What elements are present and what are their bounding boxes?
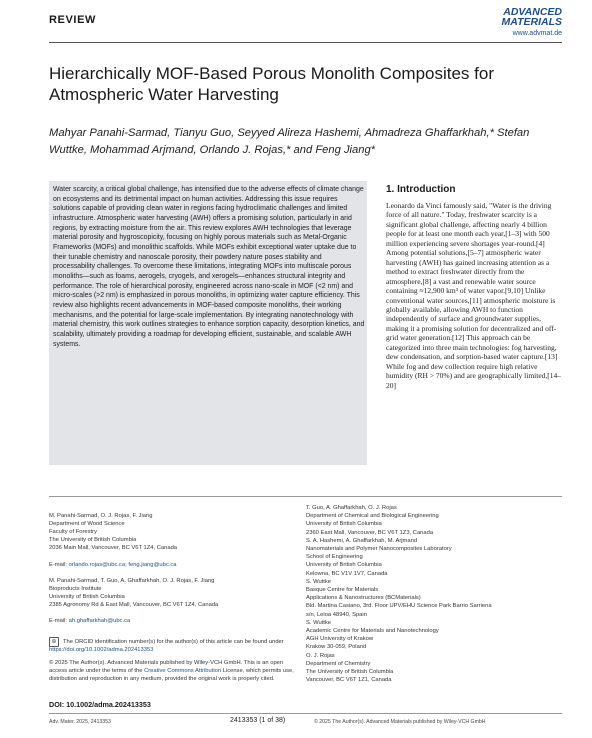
article-title: Hierarchically MOF-Based Porous Monolith Composites for Atmospheric Water Harvesting (49, 64, 494, 104)
abstract-text: Water scarcity, a critical global challenge, has intensified due to the adverse effects of climate change on ecosystems and its detrimental impact on human activities. Addressing this issue requires solutions capable of providing clean water in regions facing hydroclimatic challenges and limited infrastructure. Atmospheric water harvesting (AWH) offers a promising solution, particularly in arid regions, by extracting moisture from the air. This review explores AWH technologies that leverage material porosity and hygroscopicity, focusing on highly porous materials such as Metal-Organic Frameworks (MOFs) and monolithic scaffolds. While MOFs exhibit exceptional water uptake due to their tunable chemistry and nanoscale porosity, their powdery nature poses stability and processability challenges. To overcome these limitations, integrating MOFs into multiscale porous monoliths—such as foams, aerogels, cryogels, and xerogels—enhances structural integrity and performance. The role of hierarchical porosity, engineered across nano-scale in MOF (<2 nm) and micro-scales (>2 nm) is emphasized in porous monoliths, in optimizing water capture efficiency. This review also highlights recent advancements in MOF-based composite monoliths, their working mechanisms, and the potential for large-scale implementation. By integrating nanotechnology with material chemistry, this work outlines strategies to enhance sorption capacity, desorption kinetics, and scalability, ultimately providing a roadmap for developing efficient, sustainable, and scalable AWH systems. (53, 186, 365, 348)
logo-line-1: ADVANCED (503, 6, 562, 18)
license-text-end: License, which permits use, distribution and reproduction in any medium, provided the original work is properly cited. (49, 668, 294, 682)
email-label: E-mail: (49, 561, 69, 568)
email-link[interactable]: orlando.rojas@ubc.ca; feng.jiang@ubc.ca (68, 561, 177, 568)
header-divider (49, 42, 562, 43)
affiliations-left (49, 504, 299, 634)
logo-line-2: MATERIALS (501, 16, 562, 28)
author-list: Mahyar Panahi-Sarmad, Tianyu Guo, Seyyed Alireza Hashemi, Ahmadreza Ghaffarkhah,* Stefan Wuttke, Mohammad Arjmand, Orlando J. Rojas,* and Feng Jiang* (49, 127, 530, 156)
email-link[interactable]: ah.ghaffarkhah@ubc.ca (68, 618, 131, 625)
license-link[interactable]: Creative Commons Attribution (144, 668, 222, 674)
affiliation-block: M. Panahi-Sarmad, T. Guo, A. Ghaffarkhah, O. J. Rojas, F. Jiang Bioproducts Institute University of British Columbia 2385 Agronomy Rd & East Mall, Vancouver, BC V6T 1Z4, Canada (49, 577, 219, 609)
orcid-icon: ⊕ (49, 637, 59, 647)
affiliation-divider (49, 496, 562, 497)
license-note (49, 659, 301, 683)
section-heading-introduction: 1. Introduction (386, 184, 456, 195)
journal-logo[interactable] (502, 7, 562, 27)
affiliation-block: M. Panahi-Sarmad, O. J. Rojas, F. Jiang Department of Wood Science Faculty of Forestry The University of British Columbia 2036 Main Mall, Vancouver, BC V6T 1Z4, Canada (49, 513, 178, 552)
doi[interactable]: DOI: 10.1002/adma.202413353 (49, 700, 151, 709)
orcid-link[interactable]: https://doi.org/10.1002/adma.202413353 (49, 647, 154, 653)
section-label: REVIEW (49, 14, 96, 26)
affiliations-right: T. Guo, A. Ghaffarkhah, O. J. Rojas Department of Chemical and Biological Engineering University of British Columbia 2360 East Mall, Vancouver, BC V6T 1Z3, Canada S. A. Hashemi, A. Ghaffarkhah, M. Arjmand Nanomaterials and Polymer Nanocomposites Laboratory School of Engineering University of British Columbia Kelowna, BC V1V 1V7, Canada S. Wuttke Basque Centre for Materials Applications & Nanostructures (BCMaterials) Bld. Martina Casiano, 3rd. Floor UPV/EHU Science Park Barrio Sarriena s/n, Leioa 48940, Spain S. Wuttke Academic Centre for Materials and Nanotechnology AGH University of Krakow Krakow 30-059, Poland O. J. Rojas Department of Chemistry The University of British Columbia Vancouver, BC V6T 1Z1, Canada (306, 505, 492, 684)
contact-email-line (49, 617, 299, 625)
orcid-note (49, 638, 299, 654)
footer-divider (49, 713, 562, 714)
license-text: © 2025 The Author(s). Advanced Materials published by Wiley-VCH GmbH. This is an open access article under the terms of the (49, 660, 284, 674)
footer-copyright: © 2025 The Author(s). Advanced Materials published by Wiley-VCH GmbH (314, 719, 486, 725)
page-number: 2413353 (1 of 38) (230, 717, 286, 724)
footer-citation: Adv. Mater. 2025, 2413353 (49, 719, 111, 725)
introduction-body: Leonardo da Vinci famously said, "Water is the driving force of all nature." Today, freshwater scarcity is a significant global challenge, affecting nearly 4 billion people for at least one month each year,[1–3] with 500 million experiencing severe shortages year-round.[4] Among potential solutions,[5–7] atmospheric water harvesting (AWH) has gained increasing attention as a method to extract freshwater directly from the atmosphere,[8] a vast and renewable water source containing ≈12,900 km³ of water vapor.[9,10] Unlike conventional water sources,[11] atmospheric moisture is globally available, allowing AWH to function independently of surface and groundwater supplies, making it a promising solution for decentralized and off-grid water generation.[12] This approach can be categorized into three main technologies: fog harvesting, dew condensation, and sorption-based water capture.[13] While fog and dew collection require high relative humidity (RH > 70%) and are geographically limited,[14–20] (386, 201, 562, 390)
email-label: E-mail: (49, 618, 69, 625)
journal-url[interactable]: www.advmat.de (512, 30, 562, 37)
contact-email-line (49, 561, 299, 569)
orcid-text: The ORCID identification number(s) for the author(s) of this article can be found under (63, 639, 284, 645)
